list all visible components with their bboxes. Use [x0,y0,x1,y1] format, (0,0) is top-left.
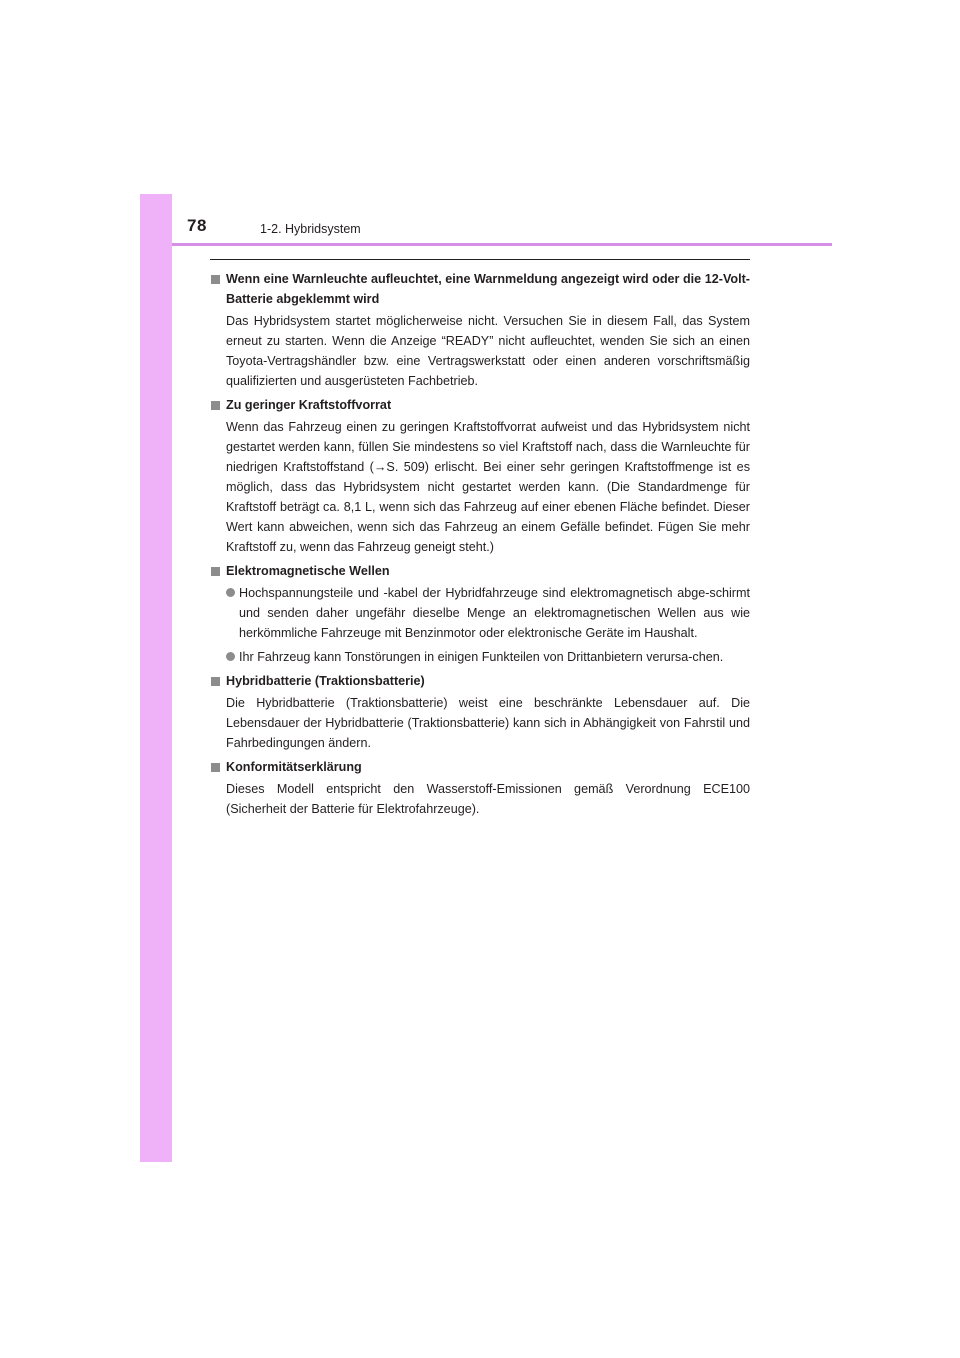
section-text: Dieses Modell entspricht den Wasserstoff-Emissionen gemäß Verordnung ECE100 (Sicherheit der Batterie für Elektrofahrzeuge). [226,782,750,816]
section-heading [210,757,750,777]
page-number: 78 [187,216,207,235]
list-item-text: Ihr Fahrzeug kann Tonstörungen in einigen Funkteilen von Drittanbietern verursa-chen. [239,650,724,664]
square-bullet-icon [211,567,220,576]
round-bullet-icon [226,588,235,597]
header-rule [172,243,832,246]
section-low-fuel [210,395,750,557]
section-electromagnetic-waves [210,561,750,667]
list-item-text: Hochspannungsteile und -kabel der Hybridfahrzeuge sind elektromagnetisch abge-schirmt und senden daher ungefähr dieselbe Menge an elektromagnetischen Wellen aus wie herkömmliche Fahrzeuge mit Benzinmotor oder elektronische Geräte im Haushalt. [239,586,750,640]
section-text: Das Hybridsystem startet möglicherweise nicht. Versuchen Sie in diesem Fall, das System erneut zu starten. Wenn die Anzeige “READY” nicht aufleuchtet, wenden Sie sich an einen Toyota-Vertragshändler bzw. eine Vertragswerkstatt oder einen anderen vorschriftsmäßig qualifizierten und ausgerüsteten Fachbetrieb. [226,314,750,388]
square-bullet-icon [211,763,220,772]
section-hybrid-battery [210,671,750,753]
list-item [226,647,750,667]
section-text: Die Hybridbatterie (Traktionsbatterie) weist eine beschränkte Lebensdauer auf. Die Lebensdauer der Hybridbatterie (Traktionsbatterie) kann sich in Abhängigkeit von Fahrstil und Fahrbedingungen ändern. [226,696,750,750]
square-bullet-icon [211,275,220,284]
section-heading-text: Elektromagnetische Wellen [226,564,390,578]
section-conformity [210,757,750,819]
section-title: 1-2. Hybridsystem [260,222,361,236]
section-heading [210,671,750,691]
section-heading-text: Wenn eine Warnleuchte aufleuchtet, eine Warnmeldung angezeigt wird oder die 12-Volt-Batterie abgeklemmt wird [226,272,750,306]
section-heading-text: Konformitätserklärung [226,760,362,774]
square-bullet-icon [211,677,220,686]
page-content [210,266,750,823]
section-heading [210,561,750,581]
section-warning-light [210,269,750,391]
section-heading-text: Zu geringer Kraftstoffvorrat [226,398,392,412]
section-heading-text: Hybridbatterie (Traktionsbatterie) [226,674,425,688]
content-top-rule [210,259,750,260]
side-tab-band [140,194,172,1162]
section-heading [210,395,750,415]
square-bullet-icon [211,401,220,410]
section-heading [210,269,750,309]
section-text: Wenn das Fahrzeug einen zu geringen Kraftstoffvorrat aufweist und das Hybridsystem nicht gestartet werden kann, füllen Sie mindestens so viel Kraftstoff nach, dass die Warnleuchte für niedrigen Kraftstoffstand (→S. 509) erlischt. Bei einer sehr geringen Kraftstoffmenge ist es möglich, dass das Hybridsystem nicht gestartet werden kann. (Die Standardmenge für Kraftstoff beträgt ca. 8,1 L, wenn sich das Fahrzeug auf einer ebenen Fläche befindet. Dieser Wert kann abweichen, wenn sich das Fahrzeug an einem Gefälle befindet. Fügen Sie mehr Kraftstoff zu, wenn das Fahrzeug geneigt steht.) [226,420,750,554]
round-bullet-icon [226,652,235,661]
list-item [226,583,750,643]
